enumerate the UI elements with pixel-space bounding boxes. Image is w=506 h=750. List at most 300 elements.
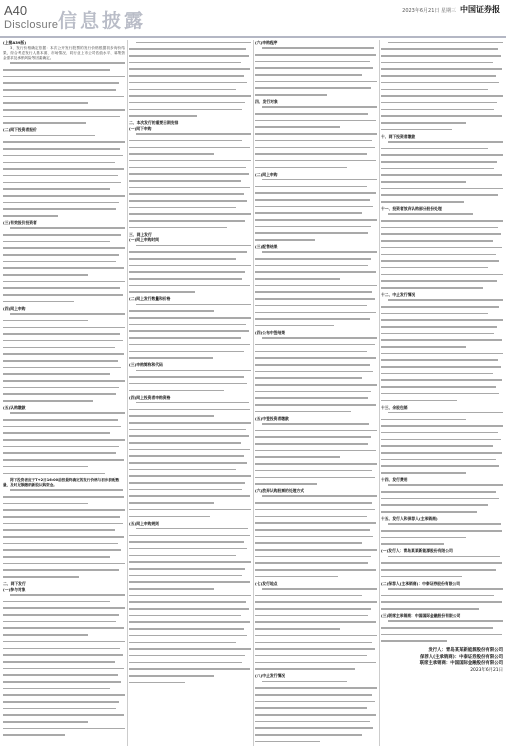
text-line xyxy=(255,384,377,389)
section-heading: (八)中止发行情况 xyxy=(255,673,286,679)
text-line xyxy=(129,595,251,600)
text-line xyxy=(255,298,377,303)
text-line xyxy=(3,195,125,200)
text-line xyxy=(255,357,377,362)
text-line xyxy=(3,459,125,464)
text-line xyxy=(129,601,251,606)
text-line xyxy=(129,675,251,680)
text-line xyxy=(381,588,503,593)
text-line xyxy=(3,688,125,693)
text-line xyxy=(129,655,251,660)
text-line xyxy=(381,161,503,166)
column-divider xyxy=(127,40,128,746)
text-line xyxy=(381,313,503,318)
text-line xyxy=(255,595,377,600)
text-line xyxy=(3,69,125,74)
text-line xyxy=(129,95,251,100)
text-line xyxy=(381,55,503,60)
text-line xyxy=(129,180,251,185)
text-line xyxy=(255,404,377,409)
section-heading: (四)公布中签结果 xyxy=(255,329,286,335)
text-line xyxy=(3,82,125,87)
text-line xyxy=(255,423,377,428)
text-line xyxy=(3,327,125,332)
text-line xyxy=(381,168,503,173)
paragraph: 网下投资者应于T+2日16:00前按最终确定的发行价格与初步获配数量，及时足额缴纳新股认购资金。 xyxy=(3,477,120,487)
text-line xyxy=(255,106,377,111)
section-heading: (六)申购程序 xyxy=(255,40,278,45)
text-line xyxy=(3,109,125,114)
text-line xyxy=(255,502,377,507)
text-line xyxy=(381,556,503,561)
text-line xyxy=(129,102,251,107)
text-line xyxy=(255,160,377,165)
text-line xyxy=(381,306,503,311)
text-line xyxy=(129,495,251,500)
text-line xyxy=(255,278,377,283)
text-line xyxy=(129,628,251,633)
text-line xyxy=(381,75,503,80)
text-line xyxy=(129,455,251,460)
text-line xyxy=(129,337,251,342)
text-line xyxy=(3,367,125,372)
section-heading: 四、发行对象 xyxy=(255,99,278,105)
text-line xyxy=(381,115,503,120)
text-line xyxy=(255,601,377,606)
text-line xyxy=(381,247,503,252)
text-line xyxy=(381,227,503,232)
text-line xyxy=(129,48,251,53)
text-line xyxy=(381,484,503,489)
text-line xyxy=(255,655,377,660)
text-line xyxy=(381,465,503,470)
text-line xyxy=(3,135,125,140)
text-line xyxy=(255,140,377,145)
text-line xyxy=(129,422,251,427)
text-line xyxy=(129,561,251,566)
text-line xyxy=(129,42,251,47)
text-line xyxy=(129,133,251,138)
text-line xyxy=(255,133,377,138)
text-line xyxy=(381,393,503,398)
text-line xyxy=(381,504,503,509)
text-line xyxy=(129,153,251,158)
text-line xyxy=(255,47,377,52)
section-heading: (四)网上投资者申购资格 xyxy=(129,394,171,400)
text-line xyxy=(255,694,377,699)
text-line xyxy=(129,324,251,329)
text-line xyxy=(255,212,377,217)
text-line xyxy=(129,220,251,225)
text-line xyxy=(3,141,125,146)
text-line xyxy=(381,452,503,457)
section-heading: (一)网上申购时间 xyxy=(129,237,160,243)
text-line xyxy=(381,459,503,464)
text-line xyxy=(255,707,377,712)
text-line xyxy=(129,285,251,290)
text-line xyxy=(255,312,377,317)
text-line xyxy=(3,320,125,325)
masthead xyxy=(402,4,500,15)
text-line xyxy=(3,182,125,187)
text-line xyxy=(381,373,503,378)
text-line xyxy=(381,141,503,146)
text-line xyxy=(3,155,125,160)
text-line xyxy=(129,555,251,560)
text-line xyxy=(129,207,251,212)
text-line xyxy=(3,503,125,508)
text-line xyxy=(255,206,377,211)
text-line xyxy=(129,278,251,283)
paragraph: 3、发行价格确定依据：本次公开发行股票的发行价格根据初步询价结果，综合考虑发行人基本面、市场情况、同行业上市公司估值水平、募集资金需求及承销风险等因素确定。 xyxy=(3,45,125,60)
text-line xyxy=(3,227,125,232)
text-line xyxy=(3,274,125,279)
text-line xyxy=(129,462,251,467)
text-line xyxy=(129,82,251,87)
text-line xyxy=(129,317,251,322)
text-line xyxy=(129,588,251,593)
section-name-english: Disclosure xyxy=(4,19,59,31)
text-line xyxy=(255,615,377,620)
text-line xyxy=(255,701,377,706)
text-line xyxy=(255,450,377,455)
text-line xyxy=(3,353,125,358)
section-heading: (二)网上发行数量和价格 xyxy=(129,296,171,302)
text-line xyxy=(3,419,125,424)
text-line xyxy=(255,67,377,72)
text-line xyxy=(129,502,251,507)
text-line xyxy=(381,122,503,127)
text-line xyxy=(255,120,377,125)
text-line xyxy=(3,439,125,444)
text-line xyxy=(3,496,125,501)
text-line xyxy=(3,648,125,653)
text-line xyxy=(255,542,377,547)
text-line xyxy=(3,489,125,494)
text-line xyxy=(129,251,251,256)
text-line xyxy=(381,634,503,639)
text-line xyxy=(129,376,251,381)
text-line xyxy=(381,267,503,272)
column-1 xyxy=(3,40,125,746)
text-line xyxy=(255,153,377,158)
text-line xyxy=(3,162,125,167)
text-line xyxy=(255,477,377,482)
text-line xyxy=(3,347,125,352)
text-line xyxy=(3,116,125,121)
text-line xyxy=(3,247,125,252)
text-line xyxy=(129,310,251,315)
text-line xyxy=(255,371,377,376)
text-line xyxy=(255,516,377,521)
text-line xyxy=(381,386,503,391)
text-line xyxy=(129,62,251,67)
text-line xyxy=(255,436,377,441)
column-divider xyxy=(253,40,254,746)
text-line xyxy=(129,213,251,218)
text-line xyxy=(255,219,377,224)
text-line xyxy=(381,89,503,94)
text-line xyxy=(129,608,251,613)
text-line xyxy=(255,522,377,527)
text-line xyxy=(3,594,125,599)
text-line xyxy=(381,154,503,159)
text-line xyxy=(3,96,125,101)
text-line xyxy=(381,213,503,218)
text-line xyxy=(129,402,251,407)
text-line xyxy=(129,415,251,420)
text-line xyxy=(255,562,377,567)
text-line xyxy=(381,339,503,344)
text-line xyxy=(381,299,503,304)
text-line xyxy=(255,305,377,310)
text-line xyxy=(3,654,125,659)
newspaper-name: 中国证券报 xyxy=(460,4,500,14)
section-heading: 十二、中止发行情况 xyxy=(381,291,416,297)
text-line xyxy=(3,102,125,107)
text-line xyxy=(381,439,503,444)
column-3 xyxy=(255,40,377,746)
text-line xyxy=(3,76,125,81)
text-line xyxy=(381,353,503,358)
text-line xyxy=(381,109,503,114)
section-heading: (一)参与对象 xyxy=(3,586,26,592)
text-line xyxy=(381,95,503,100)
text-line xyxy=(3,714,125,719)
text-line xyxy=(129,548,251,553)
text-line xyxy=(129,75,251,80)
text-line xyxy=(381,174,503,179)
text-line xyxy=(255,549,377,554)
text-line xyxy=(129,167,251,172)
text-line xyxy=(255,621,377,626)
section-heading: (三)配售结果 xyxy=(255,244,278,250)
page-number: A40 xyxy=(4,3,28,18)
text-line xyxy=(129,271,251,276)
text-line xyxy=(381,620,503,625)
section-heading: (三)有效报价投资者 xyxy=(3,220,37,225)
text-line xyxy=(381,498,503,503)
signature-date: 2023年6月21日 xyxy=(470,667,503,673)
text-line xyxy=(129,662,251,667)
text-line xyxy=(255,74,377,79)
text-line xyxy=(3,426,125,431)
text-line xyxy=(255,714,377,719)
text-line xyxy=(3,681,125,686)
text-line xyxy=(129,245,251,250)
text-line xyxy=(381,412,503,417)
page-header xyxy=(0,0,506,38)
text-line xyxy=(129,528,251,533)
text-line xyxy=(3,380,125,385)
text-line xyxy=(255,397,377,402)
text-line xyxy=(255,662,377,667)
text-line xyxy=(129,489,251,494)
text-line xyxy=(255,687,377,692)
section-heading: 二、网下发行 xyxy=(3,581,26,587)
text-line xyxy=(255,529,377,534)
section-heading: (五)网上申购规则 xyxy=(129,520,160,526)
text-line xyxy=(3,543,125,548)
text-line xyxy=(381,366,503,371)
text-line xyxy=(129,581,251,586)
text-line xyxy=(3,234,125,239)
text-line xyxy=(3,466,125,471)
text-line xyxy=(255,734,377,739)
header-rule xyxy=(0,36,506,38)
text-line xyxy=(381,346,503,351)
text-line xyxy=(3,267,125,272)
section-heading: 二、本次发行的重要日期安排 xyxy=(129,120,179,126)
text-line xyxy=(255,232,377,237)
text-line xyxy=(129,482,251,487)
text-line xyxy=(255,251,377,256)
text-line xyxy=(381,62,503,67)
text-line xyxy=(381,181,503,186)
text-line xyxy=(255,285,377,290)
text-line xyxy=(255,721,377,726)
text-line xyxy=(3,432,125,437)
text-line xyxy=(381,569,503,574)
text-line xyxy=(255,61,377,66)
text-line xyxy=(3,287,125,292)
text-line xyxy=(3,333,125,338)
text-line xyxy=(255,344,377,349)
text-line xyxy=(3,614,125,619)
section-heading: (一)发行人：青岛某某新能源股份有限公司 xyxy=(381,548,453,554)
text-line xyxy=(255,179,377,184)
text-line xyxy=(3,208,125,213)
text-line xyxy=(381,48,503,53)
text-line xyxy=(255,186,377,191)
section-heading: (一)网下申购 xyxy=(129,125,152,131)
text-line xyxy=(255,377,377,382)
text-line xyxy=(3,563,125,568)
text-line xyxy=(255,265,377,270)
text-line xyxy=(129,435,251,440)
section-heading: (二)保荐人(主承销商)：中泰证券股份有限公司 xyxy=(381,580,461,586)
text-line xyxy=(255,608,377,613)
signatory: 发行人：青岛某某新能源股份有限公司 xyxy=(428,648,503,654)
text-line xyxy=(129,535,251,540)
text-line xyxy=(3,387,125,392)
text-line xyxy=(381,240,503,245)
text-line xyxy=(129,469,251,474)
text-line xyxy=(255,628,377,633)
text-line xyxy=(3,734,125,739)
section-heading: (上接A39版) xyxy=(3,40,27,45)
text-line xyxy=(255,337,377,342)
text-line xyxy=(381,601,503,606)
text-line xyxy=(3,536,125,541)
text-line xyxy=(129,429,251,434)
text-line xyxy=(255,635,377,640)
text-line xyxy=(129,621,251,626)
text-line xyxy=(255,470,377,475)
section-heading: 十五、发行人和保荐人(主承销商) xyxy=(381,516,438,522)
text-line xyxy=(129,568,251,573)
text-line xyxy=(381,425,503,430)
text-line xyxy=(129,442,251,447)
text-line xyxy=(3,148,125,153)
text-line xyxy=(3,393,125,398)
text-line xyxy=(381,188,503,193)
section-heading: 十四、发行费用 xyxy=(381,477,408,482)
text-line xyxy=(3,556,125,561)
text-line xyxy=(129,383,251,388)
text-line xyxy=(381,627,503,632)
text-line xyxy=(129,370,251,375)
text-line xyxy=(255,495,377,500)
issue-date: 2023年6月21日 星期三 xyxy=(402,8,456,14)
text-line xyxy=(381,419,503,424)
text-line xyxy=(381,326,503,331)
text-line xyxy=(3,261,125,266)
text-line xyxy=(3,62,125,67)
signatory: 联席主承销商：中国国际金融股份有限公司 xyxy=(419,661,503,667)
text-line xyxy=(3,641,125,646)
text-line xyxy=(3,627,125,632)
text-line xyxy=(3,313,125,318)
text-line xyxy=(255,226,377,231)
text-line xyxy=(381,523,503,528)
text-line xyxy=(3,569,125,574)
text-line xyxy=(381,233,503,238)
text-line xyxy=(381,220,503,225)
text-line xyxy=(255,569,377,574)
text-line xyxy=(3,601,125,606)
text-line xyxy=(381,254,503,259)
text-line xyxy=(3,373,125,378)
text-line xyxy=(255,648,377,653)
text-line xyxy=(255,642,377,647)
text-line xyxy=(129,265,251,270)
text-line xyxy=(3,549,125,554)
text-line xyxy=(255,588,377,593)
text-line xyxy=(255,443,377,448)
text-line xyxy=(129,68,251,73)
text-line xyxy=(3,202,125,207)
text-line xyxy=(129,351,251,356)
text-line xyxy=(129,187,251,192)
text-line xyxy=(381,562,503,567)
section-heading: (二)网上申购 xyxy=(255,171,278,177)
text-line xyxy=(255,199,377,204)
section-heading: (四)网上申购 xyxy=(3,305,26,311)
text-line xyxy=(3,294,125,299)
text-line xyxy=(3,509,125,514)
column-4 xyxy=(381,40,503,746)
section-heading: 十、网下投资者缴款 xyxy=(381,133,416,139)
text-line xyxy=(381,260,503,265)
text-line xyxy=(381,68,503,73)
text-line xyxy=(3,446,125,451)
text-line xyxy=(255,81,377,86)
text-line xyxy=(255,126,377,131)
text-line xyxy=(381,432,503,437)
text-line xyxy=(255,87,377,92)
text-line xyxy=(129,173,251,178)
text-line xyxy=(3,674,125,679)
text-line xyxy=(381,148,503,153)
text-line xyxy=(129,409,251,414)
text-line xyxy=(381,537,503,542)
text-line xyxy=(129,147,251,152)
text-line xyxy=(129,89,251,94)
section-heading: (六)放弃认购股票的处理方式 xyxy=(255,488,305,494)
text-line xyxy=(255,54,377,59)
section-heading: (三)申购简称和代码 xyxy=(129,362,163,368)
